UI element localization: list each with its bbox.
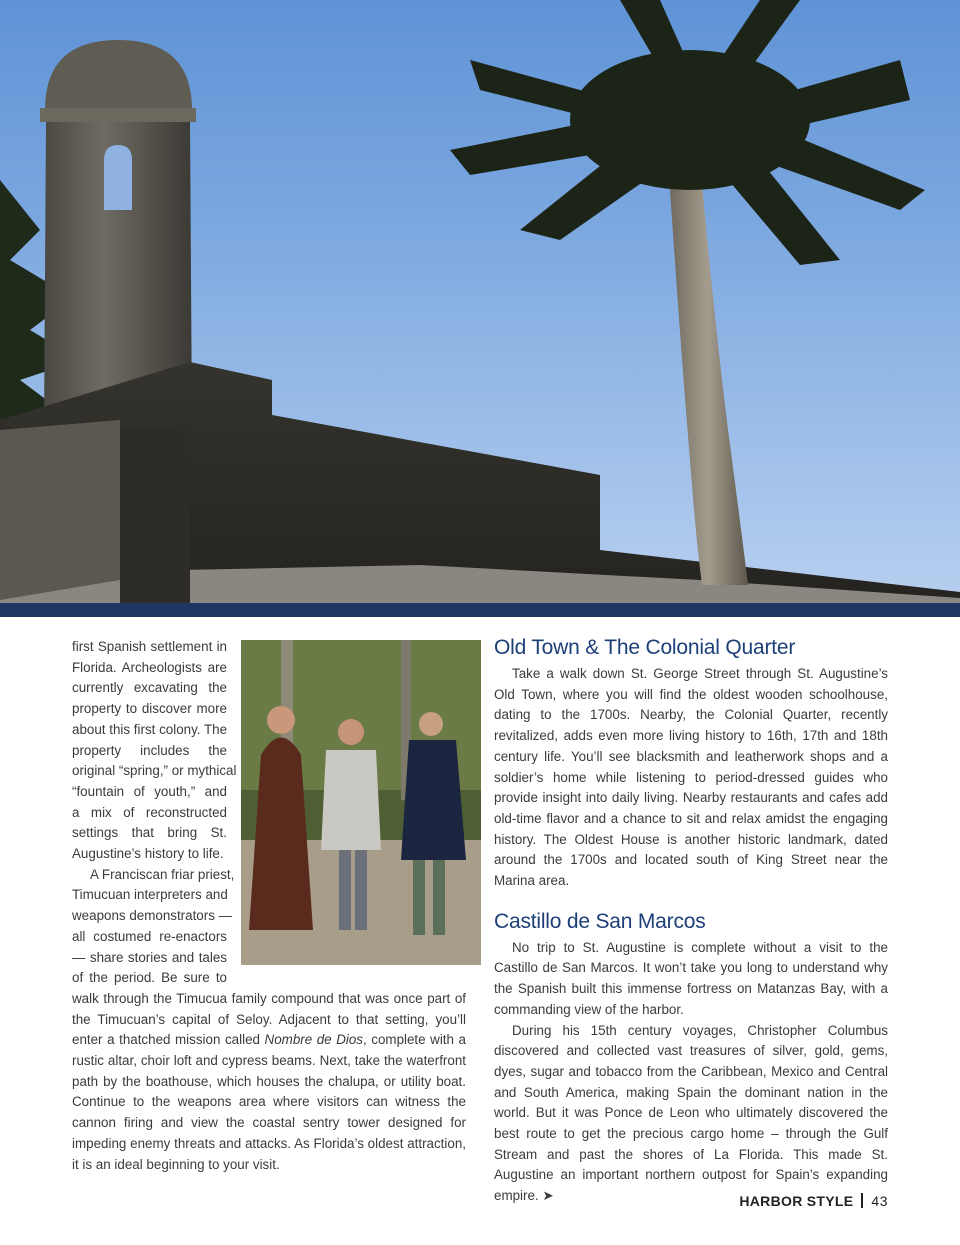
left-line: about this first colony. The (72, 721, 228, 737)
left-line: first Spanish settlement in (72, 639, 227, 654)
left-line: of the period. Be sure to (72, 970, 227, 986)
left-line: weapons demonstrators — (72, 908, 233, 924)
heading-castillo: Castillo de San Marcos (494, 909, 706, 933)
castillo-fort-illustration (0, 0, 960, 603)
left-line: a mix of reconstructed (72, 804, 227, 820)
left-line: — share stories and tales (72, 949, 227, 965)
old-town-body: Take a walk down St. George Street through St. Augustine’s Old Town, where you will find the oldest wooden schoolhouse, dating to the 1700s. Nearby, the Colonial Quarter, recently revitalized, adds even more living history to 16th, 17th and 18th century life. You’ll see blacksmith and leatherwork shops and a soldier’s home while listening to period-dressed guides who provide insight into daily living. Nearby restaurants and cafes add old-time flavor and a chance to sit and relax amidst the engaging history. The Oldest House is another historic landmark, dated around the 1700s and located south of King Street near the Marina area. (494, 666, 888, 889)
footer-separator (861, 1193, 863, 1208)
left-line: currently excavating the (72, 680, 227, 696)
mission-name: Nombre de Dios (264, 1032, 363, 1048)
left-line: Augustine’s history to life. (72, 846, 224, 862)
left-column-text (72, 637, 466, 1175)
page-number: 43 (871, 1193, 888, 1209)
magazine-name: HARBOR STYLE (739, 1193, 854, 1209)
continue-arrow-icon: ➤ (542, 1188, 554, 1204)
heading-old-town: Old Town & The Colonial Quarter (494, 636, 796, 659)
left-line: A Franciscan friar priest, (90, 866, 235, 882)
left-line: all costumed re-enactors (72, 928, 227, 944)
navy-divider-band (0, 603, 960, 617)
left-line: Timucuan interpreters and (72, 887, 228, 903)
castillo-body-2-text: During his 15th century voyages, Christopher Columbus discovered and collected vast treasures of silver, gold, gems, dyes, sugar and tobacco from the Caribbean, Mexico and Central and South America, making Spain the dominant nation in the world. But it was Ponce de Leon who ultimately discovered the best route to get the precious cargo home – through the Gulf Stream and past the shores of La Florida. This made St. Augustine an important northern outpost for Spain’s expanding empire. (494, 1022, 888, 1204)
left-line: property to discover more (72, 701, 227, 717)
left-line: “fountain of youth,” and (72, 783, 227, 799)
left-line: Florida. Archeologists are (72, 659, 227, 675)
left-line: settings that bring St. (72, 825, 227, 841)
left-line: original “spring,” or mythical (72, 763, 237, 779)
castillo-body-2 (494, 1021, 888, 1207)
continuation-text-a: walk through the Timucua family compound that was once part of the Timucuan’s capital of Seloy. Adjacent to that setting, you’ll enter a thatched mission called (72, 990, 466, 1048)
continuation-text-b: , complete with a rustic altar, choir loft and cypress beams. Next, take the waterfront path by the boathouse, which houses the chalupa, or utility boat. Continue to the weapons area where visitors can witness the cannon firing and view the coastal sentry tower designed for impeding enemy threats and attacks. As Florida’s oldest attraction, it is an ideal beginning to your visit. (72, 1032, 466, 1172)
castillo-body-1: No trip to St. Augustine is complete without a visit to the Castillo de San Marcos. It won’t take you long to understand why the Spanish built this immense fortress on Matanzas Bay, with a commanding view of the harbor. (494, 939, 888, 1017)
left-column-continuation (72, 989, 466, 1175)
left-line: property includes the (72, 742, 227, 758)
page-footer (739, 1193, 888, 1209)
right-column-text (494, 634, 888, 1207)
hero-photo (0, 0, 960, 603)
